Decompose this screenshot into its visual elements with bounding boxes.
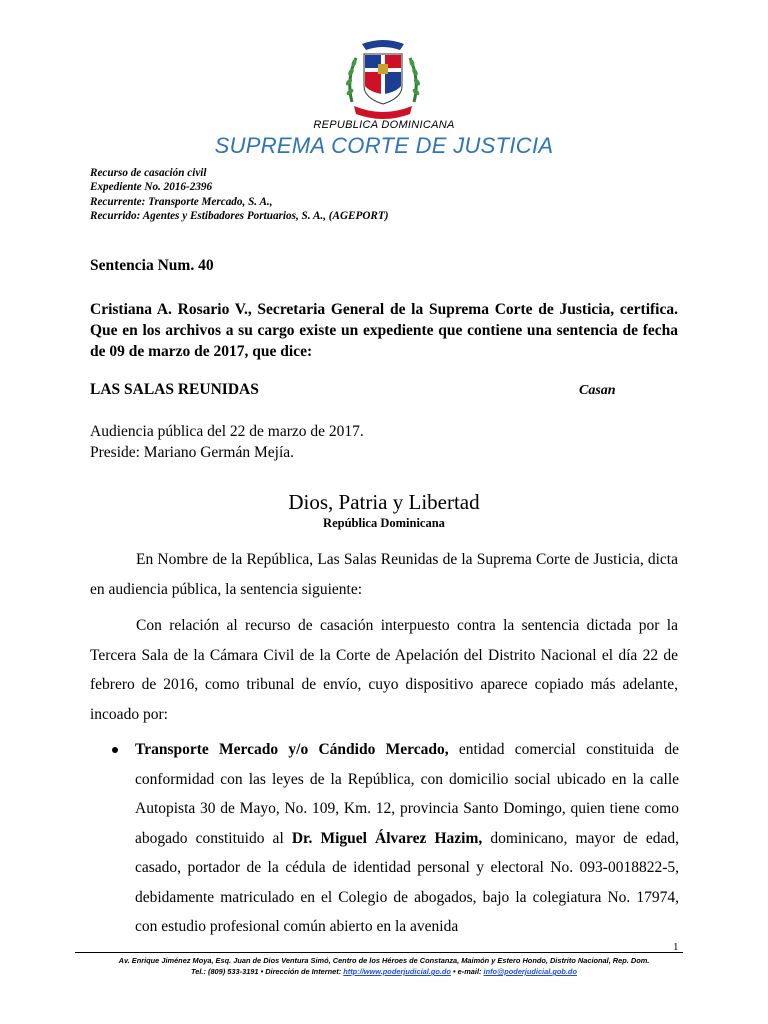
footer-contact [0,967,768,976]
country-name: REPUBLICA DOMINICANA [313,119,455,131]
motto-subtitle: República Dominicana [323,516,445,530]
lawyer-name: Dr. Miguel Álvarez Hazim, [291,829,483,847]
lawyer-description: dominicano, mayor de edad, casado, portador de la cédula de identidad personal y electoral No. 093-0018822-5, debidamente matriculado en el Colegio de abogados, bajo la colegiatura No. 17974, con estudio profesional común abierto en la avenida [135,829,679,935]
hearing-date: Audiencia pública del 22 de marzo de 2017. [90,423,364,440]
party-description: entidad comercial constituida de conformidad con las leyes de la República, con domicilio social ubicado en la calle Autopista 30 de Mayo, No. 109, Km. 12, provincia Santo Domingo, quien tiene como abogado constituido al [135,741,679,847]
party-list-item [135,735,679,942]
case-type: Recurso de casación civil [90,167,207,179]
body-paragraph-2: Con relación al recurso de casación interpuesto contra la sentencia dictada por la Tercera Sala de la Cámara Civil de la Corte de Apelación del Distrito Nacional el día 22 de febrero de 2016, como tribunal de envío, cuyo dispositivo aparece copiado más adelante, incoado por: [90,617,678,723]
sentence-number: Sentencia Num. 40 [90,257,214,274]
body-paragraph-1: En Nombre de la República, Las Salas Reunidas de la Suprema Corte de Justicia, dicta en audiencia pública, la sentencia siguiente: [90,551,678,598]
respondent: Recurrido: Agentes y Estibadores Portuarios, S. A., (AGEPORT) [90,210,389,223]
bullet-icon [112,747,118,753]
national-motto: Dios, Patria y Libertad [288,490,480,514]
footer-address: Av. Enrique Jiménez Moya, Esq. Juan de Dios Ventura Simó, Centro de los Héroes de Constanza, Maimón y Estero Hondo, Distrito Nacional, Rep. Dom. [118,956,650,965]
appellant: Recurrente: Transporte Mercado, S. A., [90,195,273,208]
verdict-label: Casan [579,383,616,398]
footer-phone: Tel.: (809) 533-3191 • Dirección de Internet: [191,967,344,976]
case-info-block [90,166,388,224]
email-link[interactable]: info@poderjudicial.gob.do [483,967,577,976]
footer-divider [75,952,683,953]
certification-paragraph: Cristiana A. Rosario V., Secretaria General de la Suprema Corte de Justicia, certifica. Que en los archivos a su cargo existe un expediente que contiene una sentencia de fecha de 09 de marzo de 2017, que dice: [90,301,678,360]
chambers-title: LAS SALAS REUNIDAS [90,381,259,398]
hearing-info [90,421,364,463]
coat-of-arms-icon [340,36,426,120]
case-file-number: Expediente No. 2016-2396 [90,181,213,194]
page-number: 1 [673,941,679,953]
website-link[interactable]: http://www.poderjudicial.go.do [343,967,451,976]
presiding-judge: Preside: Mariano Germán Mejía. [90,444,295,461]
court-name: SUPREMA CORTE DE JUSTICIA [214,133,554,158]
footer-email-label: • e-mail: [450,967,484,976]
party-name: Transporte Mercado y/o Cándido Mercado, [135,741,449,758]
